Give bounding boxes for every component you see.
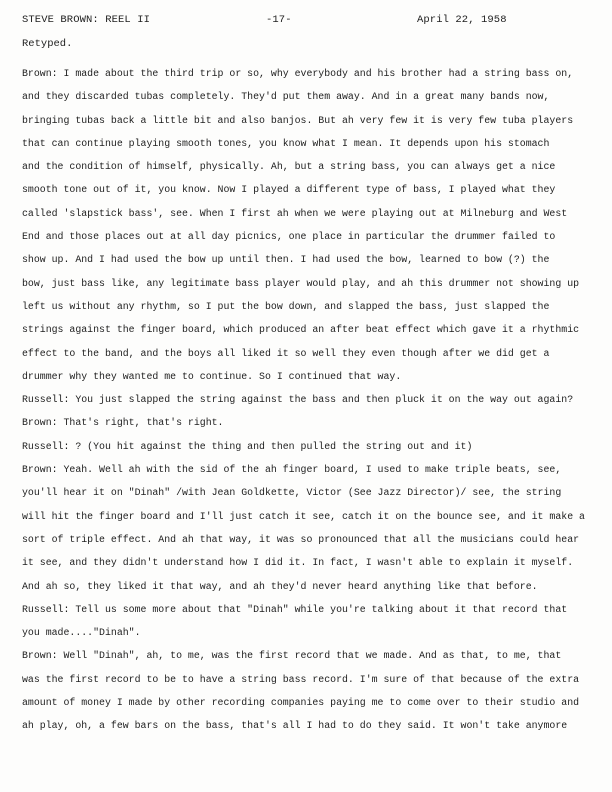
transcript-line: smooth tone out of it, you know. Now I played a different type of bass, I played what they [22,184,556,196]
transcript-line: and the condition of himself, physically. Ah, but a string bass, you can always get a nice [22,161,556,173]
page-header [22,14,592,28]
transcript-line: Russell: Tell us some more about that "Dinah" while you're talking about it that record that [22,603,568,615]
header-date: April 22, 1958 [417,14,507,26]
transcript-line: amount of money I made by other recording companies paying me to come over to their studio and [22,697,580,709]
transcript-line: called 'slapstick bass', see. When I first ah when we were playing out at Milneburg and West [22,207,568,219]
transcript-line: Brown: That's right, that's right. [22,417,224,429]
transcript-line: left us without any rhythm, so I put the bow down, and slapped the bass, just slapped the [22,300,550,312]
transcript-line: that can continue playing smooth tones, you know what I mean. It depends upon his stomach [22,137,550,149]
transcript-line: strings against the finger board, which produced an after beat effect which gave it a rhythmic [22,324,580,336]
transcript-line: ah play, oh, a few bars on the bass, that's all I had to do they said. It won't take anymore [22,720,568,732]
transcript-line: sort of triple effect. And ah that way, it was so pronounced that all the musicians could hear [22,533,580,545]
transcript-line: and they discarded tubas completely. They'd put them away. And in a great many bands now, [22,91,550,103]
transcript-line: bow, just bass like, any legitimate bass player would play, and ah this drummer not showing up [22,277,580,289]
transcript-line: it see, and they didn't understand how I did it. In fact, I wasn't able to explain it myself. [22,557,574,569]
transcript-line: And ah so, they liked it that way, and ah they'd never heard anything like that before. [22,580,538,592]
transcript-line: effect to the band, and the boys all liked it so well they even though after we did get a [22,347,550,359]
page-number: -17- [266,14,292,26]
transcript-line: you made...."Dinah". [22,627,141,639]
transcript-line: Brown: Well "Dinah", ah, to me, was the first record that we made. And as that, to me, that [22,650,562,662]
transcript-line: drummer why they wanted me to continue. So I continued that way. [22,370,402,382]
transcript-line: Brown: I made about the third trip or so, why everybody and his brother had a string bass on, [22,68,574,79]
transcript-line: was the first record to be to have a string bass record. I'm sure of that because of the extra [22,673,580,685]
transcript-line: End and those places out at all day picnics, one place in particular the drummer failed to [22,231,556,243]
transcript-line: Russell: You just slapped the string against the bass and then pluck it on the way out again? [22,394,574,406]
transcript-body [22,62,600,738]
header-title: STEVE BROWN: REEL II [22,14,151,26]
retyped-note: Retyped. [22,38,73,50]
transcript-line: will hit the finger board and I'll just catch it see, catch it on the bounce see, and it make a [22,510,585,522]
transcript-line: Russell: ? (You hit against the thing and then pulled the string out and it) [22,440,473,452]
transcript-line: show up. And I had used the bow up until then. I had used the bow, learned to bow (?) the [22,254,550,266]
transcript-line: Brown: Yeah. Well ah with the sid of the ah finger board, I used to make triple beats, see, [22,464,562,476]
transcript-line: you'll hear it on "Dinah" /with Jean Goldkette, Victor (See Jazz Director)/ see, the string [22,487,562,499]
transcript-line: bringing tubas back a little bit and also banjos. But ah very few it is very few tuba players [22,114,574,126]
